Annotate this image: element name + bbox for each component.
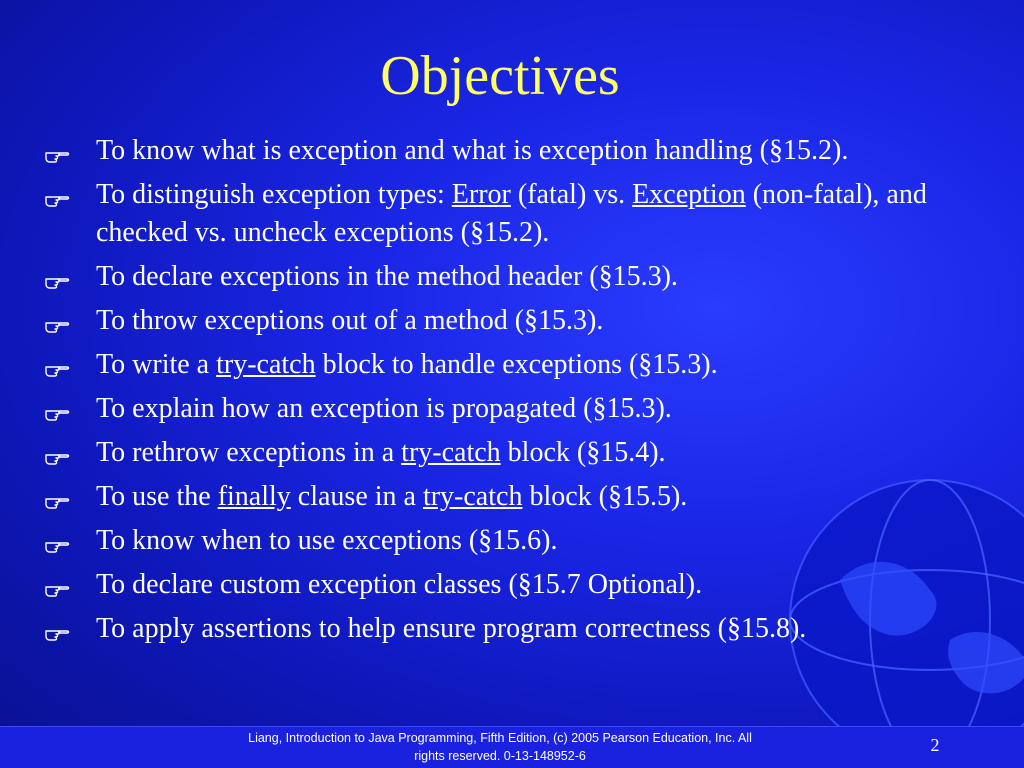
objectives-list <box>44 132 984 654</box>
pointing-hand-icon <box>44 310 70 332</box>
list-item <box>44 258 984 296</box>
bullet-text: To throw exceptions out of a method (§15.3). <box>96 305 604 336</box>
bullet-text: To distinguish exception types: <box>96 179 452 210</box>
list-item <box>44 346 984 384</box>
footer-line-1: Liang, Introduction to Java Programming, Fifth Edition, (c) 2005 Pearson Education, Inc. All <box>248 731 752 745</box>
footer-copyright <box>200 729 800 765</box>
bullet-text: block to handle exceptions (§15.3). <box>315 349 718 380</box>
bullet-text: (non-fatal), and checked vs. uncheck exceptions (§15.2). <box>96 179 927 248</box>
pointing-hand-icon <box>44 398 70 420</box>
footer-bar <box>0 726 1024 768</box>
list-item <box>44 434 984 472</box>
code-keyword: try-catch <box>216 349 316 380</box>
list-item <box>44 390 984 428</box>
pointing-hand-icon <box>44 266 70 288</box>
list-item <box>44 478 984 516</box>
pointing-hand-icon <box>44 442 70 464</box>
footer-line-2: rights reserved. 0-13-148952-6 <box>414 749 586 763</box>
bullet-text: To know when to use exceptions (§15.6). <box>96 525 558 556</box>
pointing-hand-icon <box>44 486 70 508</box>
pointing-hand-icon <box>44 140 70 162</box>
bullet-text: clause in a <box>290 481 423 512</box>
bullet-text: block (§15.5). <box>522 481 688 512</box>
code-keyword: Error <box>451 179 511 210</box>
pointing-hand-icon <box>44 530 70 552</box>
bullet-text: To know what is exception and what is exception handling (§15.2). <box>96 135 849 166</box>
pointing-hand-icon <box>44 184 70 206</box>
list-item <box>44 522 984 560</box>
page-number: 2 <box>930 735 940 755</box>
code-keyword: finally <box>217 481 291 512</box>
bullet-text: block (§15.4). <box>500 437 666 468</box>
slide-title: Objectives <box>380 45 620 107</box>
code-keyword: Exception <box>632 179 746 210</box>
pointing-hand-icon <box>44 574 70 596</box>
list-item <box>44 566 984 604</box>
code-keyword: try-catch <box>401 437 501 468</box>
list-item <box>44 132 984 170</box>
list-item <box>44 302 984 340</box>
list-item <box>44 610 984 648</box>
pointing-hand-icon <box>44 618 70 640</box>
bullet-text: To explain how an exception is propagated (§15.3). <box>96 393 672 424</box>
bullet-text: To declare custom exception classes (§15.7 Optional). <box>96 569 703 600</box>
code-keyword: try-catch <box>422 481 523 512</box>
bullet-text: To rethrow exceptions in a <box>96 437 402 468</box>
pointing-hand-icon <box>44 354 70 376</box>
bullet-text: To use the <box>96 481 218 512</box>
list-item <box>44 176 984 252</box>
bullet-text: To declare exceptions in the method header (§15.3). <box>96 261 678 292</box>
bullet-text: To write a <box>96 349 217 380</box>
bullet-text: (fatal) vs. <box>510 179 633 210</box>
bullet-text: To apply assertions to help ensure program correctness (§15.8). <box>96 613 807 644</box>
